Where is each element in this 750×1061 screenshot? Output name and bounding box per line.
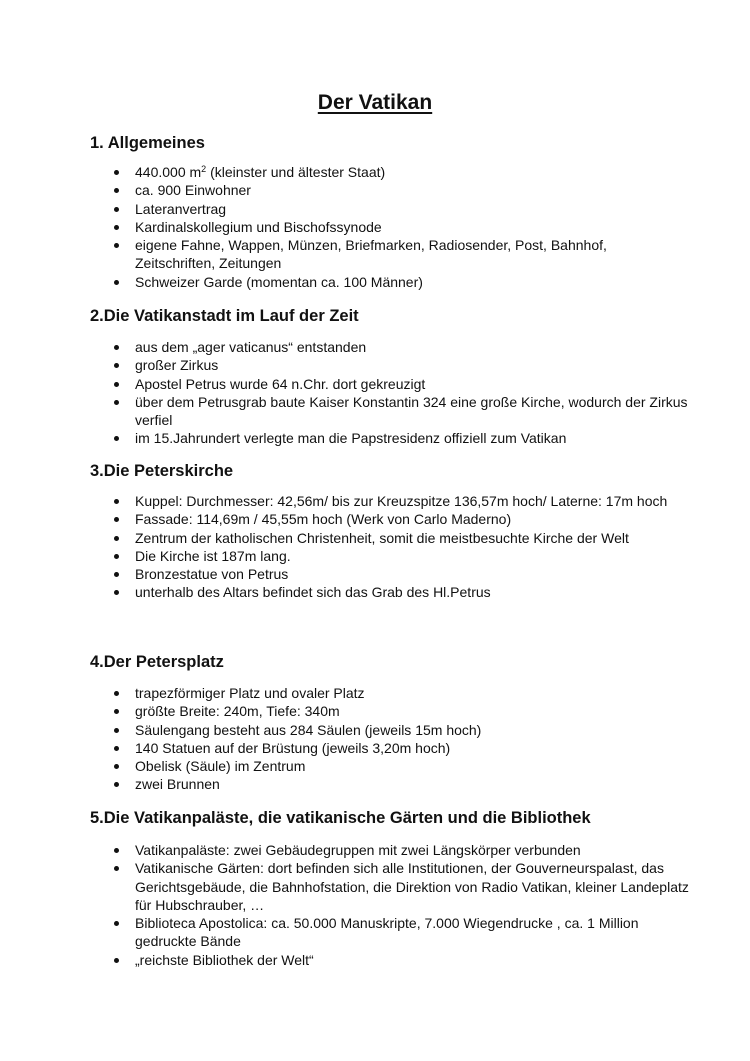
list-item: [90, 951, 690, 969]
list-item-text: 140 Statuen auf der Brüstung (jeweils 3,20m hoch): [135, 739, 451, 756]
bullet-icon: [114, 728, 119, 733]
list-item: [90, 510, 690, 528]
section-vatikanstadt: [90, 306, 690, 448]
list-item-text: Obelisk (Säule) im Zentrum: [135, 758, 306, 775]
section-heading: 3.Die Peterskirche: [90, 462, 234, 480]
list-item: [90, 356, 690, 374]
list-item: [90, 375, 690, 393]
bullet-icon: [114, 554, 119, 559]
bullet-icon: [114, 499, 119, 504]
list-item: [90, 273, 690, 291]
list-item-text: Vatikanische Gärten: dort befinden sich alle Institutionen, der Gouverneurspalast, das Gerichtsgebäude, die Bahnhofstation, die Direktion von Radio Vatikan, kleiner Landeplatz für Hubschrauber, …: [135, 860, 689, 913]
bullet-list: [90, 338, 690, 448]
bullet-icon: [114, 958, 119, 963]
section-heading: 2.Die Vatikanstadt im Lauf der Zeit: [90, 307, 359, 325]
bullet-icon: [114, 536, 119, 541]
list-item: [90, 859, 690, 914]
list-item-text: Apostel Petrus wurde 64 n.Chr. dort gekreuzigt: [135, 375, 426, 392]
list-item: [90, 914, 690, 951]
bullet-icon: [114, 188, 119, 193]
list-item-text: unterhalb des Altars befindet sich das Grab des Hl.Petrus: [135, 584, 491, 601]
bullet-list: [90, 492, 690, 602]
bullet-list: [90, 163, 690, 291]
list-item-text: Bronzestatue von Petrus: [135, 566, 289, 583]
superscript: 2: [201, 164, 207, 174]
bullet-icon: [114, 572, 119, 577]
list-item: [90, 775, 690, 793]
list-item-text-rest: (kleinster und ältester Staat): [206, 164, 386, 180]
bullet-list: [90, 684, 690, 794]
list-item: [90, 200, 690, 218]
list-item-text: 440.000 m: [135, 164, 202, 180]
list-item-text: zwei Brunnen: [135, 776, 220, 793]
list-item-text: Die Kirche ist 187m lang.: [135, 547, 291, 564]
bullet-icon: [114, 848, 119, 853]
list-item-text: eigene Fahne, Wappen, Münzen, Briefmarken, Radiosender, Post, Bahnhof, Zeitschriften, Zeitungen: [135, 237, 607, 272]
list-item-text: Biblioteca Apostolica: ca. 50.000 Manuskripte, 7.000 Wiegendrucke , ca. 1 Million gedruckte Bände: [135, 915, 639, 950]
bullet-icon: [114, 382, 119, 387]
list-item-text: aus dem „ager vaticanus“ entstanden: [135, 339, 367, 355]
bullet-icon: [114, 709, 119, 714]
bullet-icon: [114, 345, 119, 350]
section-heading: 1. Allgemeines: [90, 134, 205, 152]
bullet-icon: [114, 590, 119, 595]
document-title: Der Vatikan: [317, 91, 433, 114]
list-item: [90, 181, 690, 199]
list-item-text: großer Zirkus: [135, 357, 219, 374]
bullet-list: [90, 841, 690, 969]
list-item-text: trapezförmiger Platz und ovaler Platz: [135, 685, 365, 701]
bullet-icon: [114, 400, 119, 405]
list-item-text: größte Breite: 240m, Tiefe: 340m: [135, 703, 340, 720]
list-item: [90, 757, 690, 775]
list-item-text: Lateranvertrag: [135, 200, 227, 217]
section-petersplatz: [90, 652, 690, 794]
list-item-text: Säulengang besteht aus 284 Säulen (jeweils 15m hoch): [135, 721, 482, 738]
list-item-text: Kuppel: Durchmesser: 42,56m/ bis zur Kreuzspitze 136,57m hoch/ Laterne: 17m hoch: [135, 493, 668, 509]
list-item-text: Fassade: 114,69m / 45,55m hoch (Werk von Carlo Maderno): [135, 511, 512, 528]
section-heading: 5.Die Vatikanpaläste, die vatikanische Gärten und die Bibliothek: [90, 809, 591, 827]
section-peterskirche: [90, 461, 690, 602]
list-item-text: „reichste Bibliothek der Welt“: [135, 951, 314, 968]
section-vatikanpalaeste: [90, 808, 690, 969]
list-item: [90, 721, 690, 739]
list-item-text: ca. 900 Einwohner: [135, 182, 251, 199]
list-item: [90, 547, 690, 565]
list-item: [90, 429, 690, 447]
bullet-icon: [114, 280, 119, 285]
list-item: [90, 565, 690, 583]
bullet-icon: [114, 225, 119, 230]
bullet-icon: [114, 746, 119, 751]
list-item: [90, 218, 690, 236]
list-item: [90, 583, 690, 601]
list-item: [90, 529, 690, 547]
list-item-text: Vatikanpaläste: zwei Gebäudegruppen mit zwei Längskörper verbunden: [135, 842, 581, 858]
bullet-icon: [114, 243, 119, 248]
bullet-icon: [114, 691, 119, 696]
list-item: [90, 739, 690, 757]
bullet-icon: [114, 782, 119, 787]
bullet-icon: [114, 170, 119, 175]
list-item-text: Zentrum der katholischen Christenheit, somit die meistbesuchte Kirche der Welt: [135, 529, 629, 546]
bullet-icon: [114, 866, 119, 871]
bullet-icon: [114, 363, 119, 368]
bullet-icon: [114, 921, 119, 926]
list-item: [90, 702, 690, 720]
section-heading: 4.Der Petersplatz: [90, 653, 224, 671]
bullet-icon: [114, 517, 119, 522]
section-allgemeines: [90, 133, 690, 291]
list-item: [90, 492, 690, 510]
list-item: [90, 236, 690, 273]
list-item-text: im 15.Jahrundert verlegte man die Papstresidenz offiziell zum Vatikan: [135, 430, 567, 447]
list-item-text: Schweizer Garde (momentan ca. 100 Männer): [135, 273, 423, 290]
bullet-icon: [114, 764, 119, 769]
list-item-text: über dem Petrusgrab baute Kaiser Konstantin 324 eine große Kirche, wodurch der Zirkus verfiel: [135, 393, 688, 429]
bullet-icon: [114, 436, 119, 441]
list-item: [90, 338, 690, 356]
list-item: [90, 684, 690, 702]
list-item: [90, 163, 690, 181]
list-item-text: Kardinalskollegium und Bischofssynode: [135, 218, 382, 235]
bullet-icon: [114, 207, 119, 212]
list-item: [90, 393, 690, 430]
list-item: [90, 841, 690, 859]
